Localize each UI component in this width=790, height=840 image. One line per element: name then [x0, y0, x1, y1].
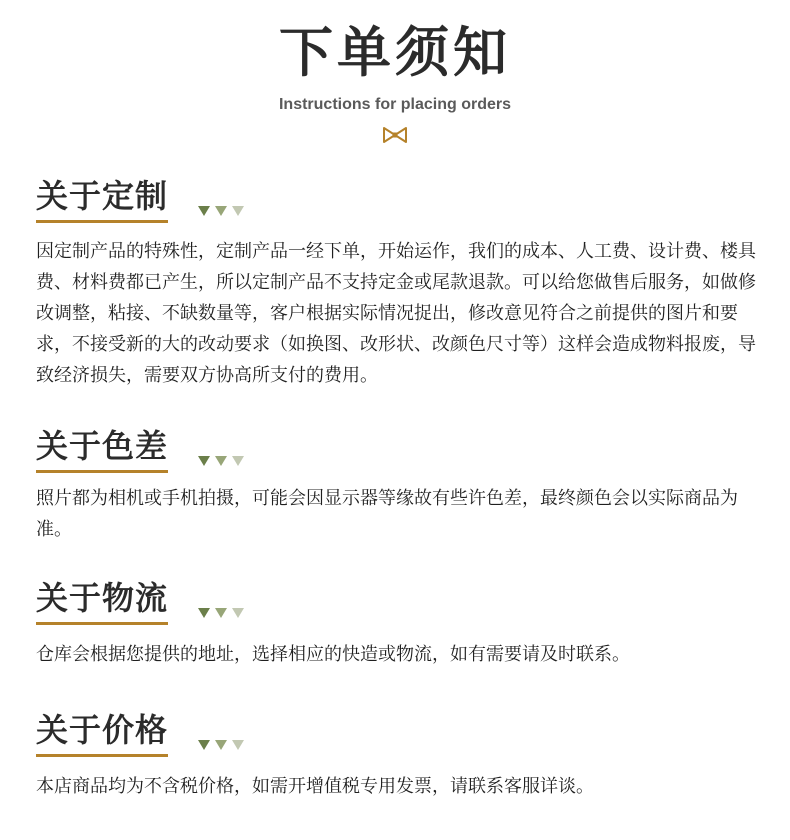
section-customization [36, 176, 756, 386]
section-header [36, 426, 756, 476]
triangle-decoration-icon [198, 454, 248, 468]
page-subtitle: Instructions for placing orders [278, 96, 512, 113]
section-price [36, 710, 756, 797]
bowtie-icon [382, 124, 408, 146]
section-header [36, 176, 756, 226]
section-body: 仓库会根据您提供的地址，选择相应的快造或物流，如有需要请及时联系。 [36, 644, 630, 665]
section-title: 关于价格 [36, 710, 168, 757]
section-color-difference [36, 426, 756, 540]
section-header [36, 710, 756, 760]
section-body: 照片都为相机或手机拍摄，可能会因显示器等缘故有些许色差，最终颜色会以实际商品为准。 [36, 488, 738, 540]
page-title: 下单须知 [279, 21, 511, 84]
section-title: 关于色差 [36, 426, 168, 473]
section-header [36, 578, 756, 628]
section-title: 关于定制 [36, 176, 168, 223]
section-body: 本店商品均为不含税价格，如需开增值税专用发票，请联系客服详谈。 [36, 776, 594, 797]
section-body: 因定制产品的特殊性，定制产品一经下单，开始运作，我们的成本、人工费、设计费、楼具费、材料费都已产生，所以定制产品不支持定金或尾款退款。可以给您做售后服务，如做修改调整，粘接、不缺数量等，客户根据实际情况捉出，修改意见符合之前提供的图片和要求，不接受新的大的改动要求（如换图、改形状、改颜色尺寸等）这样会造成物料报废，导致经济损失，需要双方协高所支付的费用。 [36, 241, 756, 386]
triangle-decoration-icon [198, 204, 248, 218]
section-title: 关于物流 [36, 578, 168, 625]
triangle-decoration-icon [198, 606, 248, 620]
triangle-decoration-icon [198, 738, 248, 752]
section-logistics [36, 578, 756, 665]
